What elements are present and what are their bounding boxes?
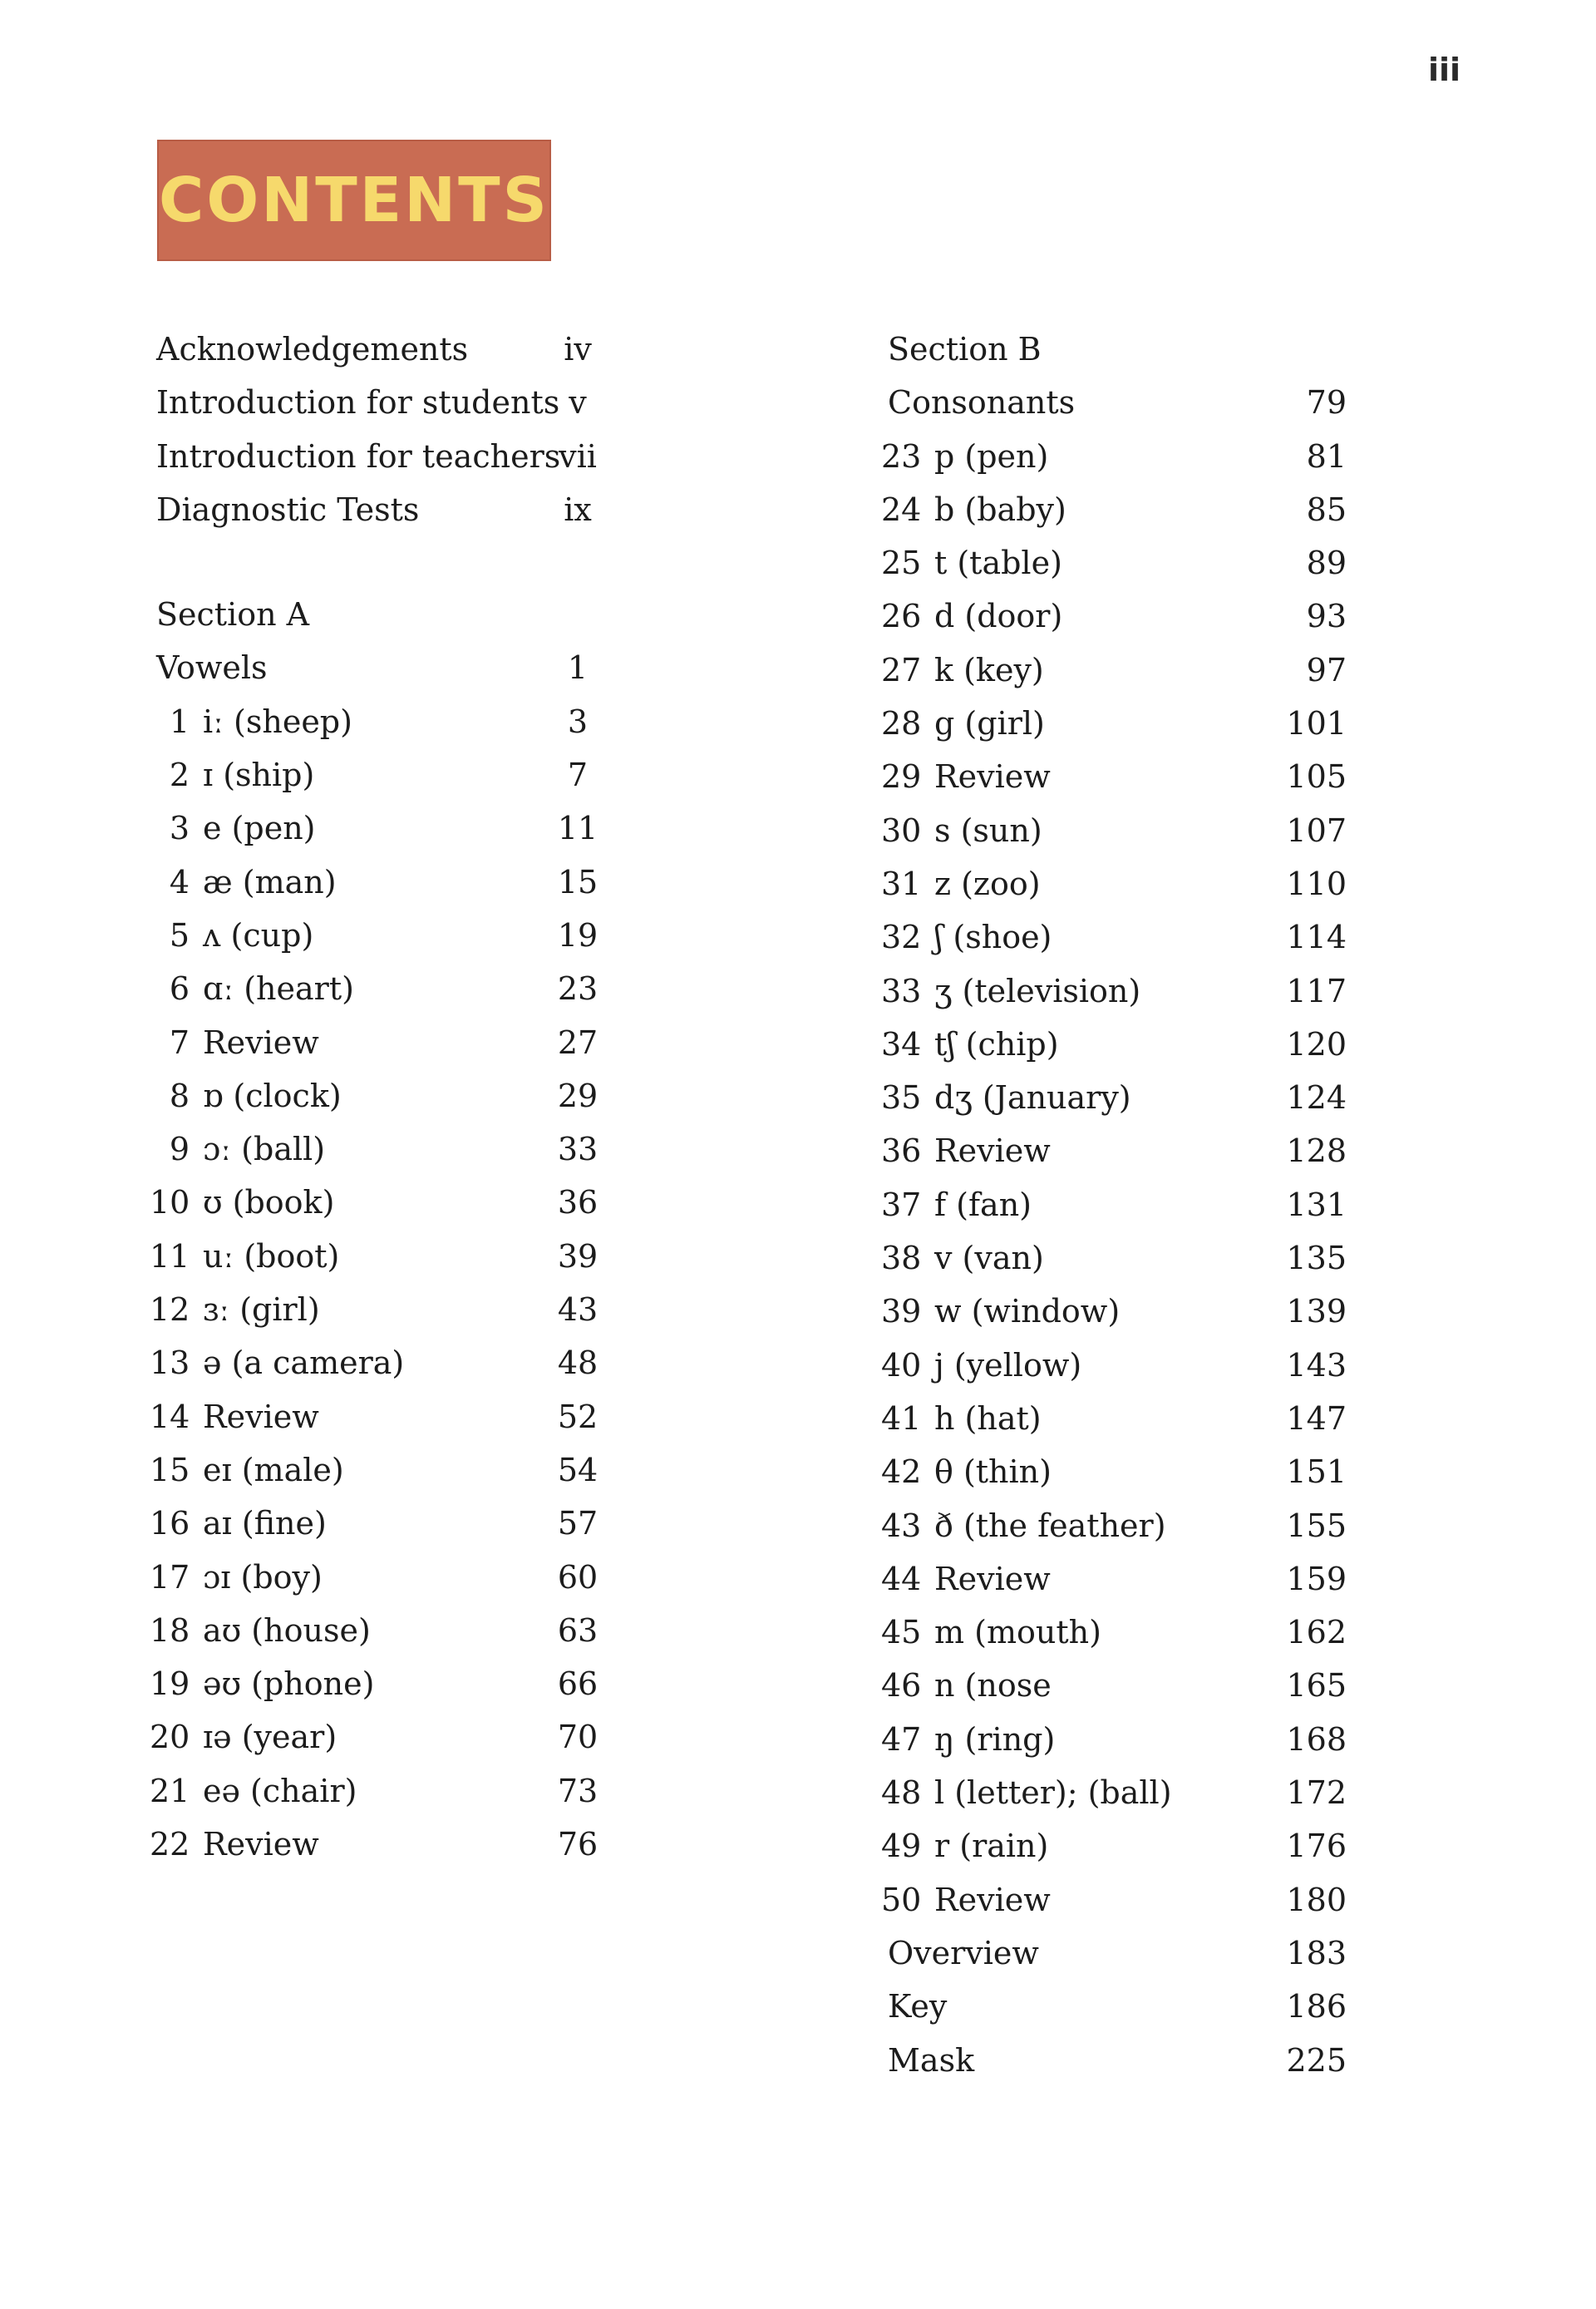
toc-entry-number: 31 bbox=[881, 865, 922, 902]
toc-entry[interactable] bbox=[881, 644, 1347, 697]
toc-entry-page: 81 bbox=[1306, 437, 1347, 475]
toc-entry-title: aɪ (fine) bbox=[203, 1505, 327, 1542]
toc-entry-title: ŋ (ring) bbox=[934, 1720, 1056, 1758]
toc-entry[interactable] bbox=[881, 483, 1347, 536]
toc-entry[interactable] bbox=[881, 857, 1347, 910]
toc-entry-title: ʊ (book) bbox=[203, 1184, 335, 1221]
toc-entry-title: Review bbox=[934, 1560, 1051, 1597]
toc-entry[interactable] bbox=[150, 376, 615, 429]
toc-entry-number: 10 bbox=[150, 1184, 190, 1221]
toc-entry[interactable] bbox=[881, 430, 1347, 483]
toc-entry-title: uː (boot) bbox=[203, 1237, 340, 1275]
toc-entry-page: 120 bbox=[1286, 1025, 1347, 1063]
toc-entry[interactable] bbox=[150, 1657, 615, 1710]
toc-entry[interactable] bbox=[150, 1176, 615, 1229]
toc-entry-page: iv bbox=[564, 331, 592, 368]
toc-entry-page: 124 bbox=[1286, 1079, 1347, 1117]
toc-entry-page: 29 bbox=[557, 1077, 598, 1114]
toc-entry-page: 97 bbox=[1306, 651, 1347, 688]
toc-entry-title: ə (a camera) bbox=[203, 1344, 405, 1382]
toc-entry-number: 11 bbox=[150, 1237, 190, 1275]
toc-entry-number: 37 bbox=[881, 1186, 922, 1223]
toc-entry[interactable] bbox=[881, 1552, 1347, 1606]
toc-entry-number: 1 bbox=[169, 703, 190, 740]
toc-entry-title: Introduction for teachers bbox=[156, 437, 561, 475]
toc-entry-page: 143 bbox=[1286, 1346, 1347, 1384]
toc-entry-page: 101 bbox=[1286, 705, 1347, 743]
toc-entry-title: Acknowledgements bbox=[156, 331, 469, 368]
toc-entry-number: 6 bbox=[169, 970, 190, 1008]
toc-entry-number: 28 bbox=[881, 705, 922, 743]
toc-entry-title: aʊ (house) bbox=[203, 1611, 371, 1649]
toc-entry[interactable] bbox=[881, 1659, 1347, 1712]
toc-entry-number: 36 bbox=[881, 1132, 922, 1170]
toc-entry-number: 26 bbox=[881, 598, 922, 635]
toc-entry[interactable] bbox=[150, 802, 615, 855]
toc-entry-number: 7 bbox=[169, 1024, 190, 1061]
toc-entry[interactable] bbox=[881, 1713, 1347, 1766]
toc-entry-page: 114 bbox=[1286, 919, 1347, 956]
toc-entry[interactable] bbox=[881, 1873, 1347, 1927]
toc-entry-number: 45 bbox=[881, 1614, 922, 1651]
toc-entry[interactable] bbox=[150, 1710, 615, 1764]
toc-entry-title: ɒ (clock) bbox=[203, 1077, 342, 1114]
toc-entry-title: iː (sheep) bbox=[203, 703, 352, 740]
toc-entry-number: 32 bbox=[881, 919, 922, 956]
toc-entry-number: 35 bbox=[881, 1079, 922, 1117]
toc-entry-number: 4 bbox=[169, 863, 190, 900]
toc-entry-page: 15 bbox=[557, 863, 598, 900]
toc-entry[interactable] bbox=[150, 1069, 615, 1122]
toc-entry-title: ʒ (television) bbox=[934, 972, 1141, 1009]
toc-entry[interactable] bbox=[881, 1178, 1347, 1231]
toc-entry-page: 151 bbox=[1286, 1453, 1347, 1491]
toc-entry[interactable] bbox=[150, 1336, 615, 1389]
toc-entry-number: 49 bbox=[881, 1828, 922, 1865]
toc-entry-page: 183 bbox=[1286, 1934, 1347, 1971]
toc-entry-page: 168 bbox=[1286, 1720, 1347, 1758]
toc-entry-page: 3 bbox=[567, 703, 589, 740]
toc-entry-page: 76 bbox=[557, 1826, 598, 1863]
toc-entry-title: g (girl) bbox=[934, 705, 1045, 743]
toc-entry[interactable] bbox=[150, 748, 615, 802]
toc-entry-title: Review bbox=[203, 1024, 319, 1061]
toc-entry-number: 41 bbox=[881, 1399, 922, 1437]
toc-entry[interactable] bbox=[881, 804, 1347, 857]
toc-entry[interactable] bbox=[881, 697, 1347, 750]
toc-entry-title: t (table) bbox=[934, 545, 1062, 582]
toc-entry-title: tʃ (chip) bbox=[934, 1025, 1059, 1063]
toc-entry-title: n (nose bbox=[934, 1667, 1052, 1705]
toc-entry[interactable] bbox=[150, 856, 615, 909]
toc-entry-page: 117 bbox=[1286, 972, 1347, 1009]
toc-entry-page: 180 bbox=[1286, 1881, 1347, 1918]
toc-entry-title: b (baby) bbox=[934, 491, 1066, 528]
toc-entry[interactable] bbox=[150, 430, 615, 483]
toc-entry-page: 63 bbox=[557, 1611, 598, 1649]
toc-entry-title: Review bbox=[934, 1132, 1051, 1170]
toc-entry-page: 7 bbox=[567, 757, 589, 794]
toc-entry-page: 23 bbox=[557, 970, 598, 1008]
toc-entry-page: 93 bbox=[1306, 598, 1347, 635]
page-number: iii bbox=[1428, 52, 1461, 88]
toc-entry-title: Consonants bbox=[888, 384, 1076, 422]
toc-entry-title: e (pen) bbox=[203, 810, 316, 847]
toc-entry[interactable] bbox=[881, 1819, 1347, 1872]
toc-entry-number: 44 bbox=[881, 1560, 922, 1597]
toc-entry-page: 105 bbox=[1286, 758, 1347, 796]
toc-entry-number: 13 bbox=[150, 1344, 190, 1382]
toc-entry-page: 33 bbox=[557, 1131, 598, 1168]
toc-entry-page: 19 bbox=[557, 916, 598, 954]
toc-entry[interactable] bbox=[150, 1016, 615, 1069]
toc-entry-page: 89 bbox=[1306, 545, 1347, 582]
toc-entry-number: 19 bbox=[150, 1665, 190, 1703]
toc-entry-number: 18 bbox=[150, 1611, 190, 1649]
toc-entry-page: 79 bbox=[1306, 384, 1347, 422]
toc-entry-number: 33 bbox=[881, 972, 922, 1009]
toc-entry-page: 11 bbox=[557, 810, 598, 847]
toc-entry-page: 1 bbox=[567, 649, 589, 687]
toc-entry-title: Review bbox=[203, 1826, 319, 1863]
toc-entry-page: 60 bbox=[557, 1558, 598, 1596]
toc-entry-number: 2 bbox=[169, 757, 190, 794]
toc-entry-number: 25 bbox=[881, 545, 922, 582]
section-a-label: Section A bbox=[156, 596, 310, 634]
toc-entry[interactable] bbox=[150, 1604, 615, 1657]
toc-entry[interactable] bbox=[881, 1124, 1347, 1177]
toc-entry[interactable] bbox=[150, 695, 615, 748]
toc-entry-page: 135 bbox=[1286, 1240, 1347, 1277]
toc-entry-title: æ (man) bbox=[203, 863, 337, 900]
toc-entry[interactable] bbox=[881, 590, 1347, 643]
toc-entry-page: 172 bbox=[1286, 1774, 1347, 1812]
toc-entry-page: 36 bbox=[557, 1184, 598, 1221]
toc-entry-number: 21 bbox=[150, 1772, 190, 1809]
toc-entry-title: Overview bbox=[888, 1934, 1039, 1971]
toc-entry[interactable] bbox=[150, 1443, 615, 1497]
contents-title: CONTENTS bbox=[159, 165, 549, 236]
toc-entry[interactable] bbox=[881, 1285, 1347, 1338]
toc-entry-title: j (yellow) bbox=[934, 1346, 1082, 1384]
toc-entry-number: 47 bbox=[881, 1720, 922, 1758]
toc-entry[interactable] bbox=[881, 1499, 1347, 1552]
toc-entry-page: 43 bbox=[557, 1291, 598, 1329]
toc-entry[interactable] bbox=[150, 483, 615, 536]
toc-entry-title: m (mouth) bbox=[934, 1614, 1101, 1651]
toc-group-consonants[interactable] bbox=[881, 376, 1347, 429]
toc-entry-page: 131 bbox=[1286, 1186, 1347, 1223]
toc-entry-page: 27 bbox=[557, 1024, 598, 1061]
toc-left-column bbox=[150, 323, 615, 1871]
toc-entry[interactable] bbox=[150, 1497, 615, 1550]
toc-entry-title: w (window) bbox=[934, 1293, 1121, 1330]
toc-entry-title: f (fan) bbox=[934, 1186, 1032, 1223]
toc-entry[interactable] bbox=[881, 2034, 1347, 2087]
toc-entry-number: 23 bbox=[881, 437, 922, 475]
front-matter-list bbox=[150, 323, 615, 536]
toc-entry-page: 147 bbox=[1286, 1399, 1347, 1437]
toc-entry-number: 43 bbox=[881, 1507, 922, 1544]
toc-entry-page: 155 bbox=[1286, 1507, 1347, 1544]
toc-entry-number: 22 bbox=[150, 1826, 190, 1863]
toc-entry-number: 9 bbox=[169, 1131, 190, 1168]
toc-entry-title: ʃ (shoe) bbox=[934, 919, 1052, 956]
toc-entry-title: ɜː (girl) bbox=[203, 1291, 320, 1329]
toc-entry-title: eə (chair) bbox=[203, 1772, 357, 1809]
section-b-units bbox=[881, 430, 1347, 1927]
toc-entry-number: 38 bbox=[881, 1240, 922, 1277]
toc-entry-page: 39 bbox=[557, 1237, 598, 1275]
toc-entry[interactable] bbox=[881, 965, 1347, 1018]
toc-entry-page: 110 bbox=[1286, 865, 1347, 902]
toc-entry[interactable] bbox=[150, 1764, 615, 1818]
toc-entry-title: ɔː (ball) bbox=[203, 1131, 326, 1168]
toc-entry-page: 57 bbox=[557, 1505, 598, 1542]
toc-entry-title: Mask bbox=[888, 2041, 975, 2079]
toc-entry-number: 27 bbox=[881, 651, 922, 688]
toc-entry-page: 73 bbox=[557, 1772, 598, 1809]
toc-entry-title: ɑː (heart) bbox=[203, 970, 354, 1008]
toc-entry-title: Diagnostic Tests bbox=[156, 491, 420, 528]
toc-entry[interactable] bbox=[881, 1980, 1347, 2033]
toc-entry[interactable] bbox=[150, 1390, 615, 1443]
toc-entry-number: 14 bbox=[150, 1398, 190, 1435]
toc-entry[interactable] bbox=[881, 1018, 1347, 1071]
toc-entry[interactable] bbox=[881, 1231, 1347, 1285]
toc-entry[interactable] bbox=[150, 909, 615, 962]
toc-entry-title: dʒ (January) bbox=[934, 1079, 1131, 1117]
toc-entry-number: 24 bbox=[881, 491, 922, 528]
toc-entry-number: 46 bbox=[881, 1667, 922, 1705]
toc-entry-title: ɪə (year) bbox=[203, 1719, 337, 1756]
toc-entry-page: ix bbox=[564, 491, 592, 528]
toc-entry[interactable] bbox=[150, 1122, 615, 1176]
toc-entry-page: 52 bbox=[557, 1398, 598, 1435]
toc-entry-number: 48 bbox=[881, 1774, 922, 1812]
toc-entry[interactable] bbox=[881, 1766, 1347, 1819]
toc-entry-number: 16 bbox=[150, 1505, 190, 1542]
toc-entry[interactable] bbox=[881, 1927, 1347, 1980]
toc-entry-page: vii bbox=[559, 437, 597, 475]
contents-banner bbox=[157, 140, 551, 261]
toc-entry-title: v (van) bbox=[934, 1240, 1044, 1277]
spacer bbox=[150, 536, 615, 588]
toc-entry-title: Review bbox=[203, 1398, 319, 1435]
toc-entry-page: 85 bbox=[1306, 491, 1347, 528]
toc-entry-title: əʊ (phone) bbox=[203, 1665, 375, 1703]
toc-entry[interactable] bbox=[881, 536, 1347, 590]
toc-entry-number: 30 bbox=[881, 812, 922, 849]
toc-entry-page: 176 bbox=[1286, 1828, 1347, 1865]
toc-entry-title: Key bbox=[888, 1988, 948, 2025]
section-b-label: Section B bbox=[888, 331, 1042, 368]
toc-entry[interactable] bbox=[881, 1339, 1347, 1392]
toc-entry-number: 8 bbox=[169, 1077, 190, 1114]
toc-entry-number: 15 bbox=[150, 1451, 190, 1488]
toc-entry-title: Vowels bbox=[156, 649, 268, 687]
toc-right-column bbox=[881, 323, 1347, 2087]
toc-entry-title: eɪ (male) bbox=[203, 1451, 344, 1488]
toc-entry-number: 34 bbox=[881, 1025, 922, 1063]
toc-group-vowels[interactable] bbox=[150, 641, 615, 694]
toc-entry-number: 12 bbox=[150, 1291, 190, 1329]
toc-entry-title: ʌ (cup) bbox=[203, 916, 314, 954]
toc-entry-number: 20 bbox=[150, 1719, 190, 1756]
toc-entry[interactable] bbox=[150, 323, 615, 376]
toc-entry-page: v bbox=[569, 384, 587, 422]
toc-entry-number: 29 bbox=[881, 758, 922, 796]
toc-entry-page: 139 bbox=[1286, 1293, 1347, 1330]
toc-entry-number: 42 bbox=[881, 1453, 922, 1491]
toc-entry-page: 186 bbox=[1286, 1988, 1347, 2025]
back-matter-list bbox=[881, 1927, 1347, 2087]
toc-entry-title: r (rain) bbox=[934, 1828, 1049, 1865]
toc-entry-page: 128 bbox=[1286, 1132, 1347, 1170]
section-a-units bbox=[150, 695, 615, 1872]
toc-entry[interactable] bbox=[150, 1230, 615, 1283]
toc-entry-title: θ (thin) bbox=[934, 1453, 1052, 1491]
toc-entry-title: ɔɪ (boy) bbox=[203, 1558, 323, 1596]
toc-entry-number: 17 bbox=[150, 1558, 190, 1596]
toc-entry[interactable] bbox=[881, 1392, 1347, 1445]
toc-entry-title: Review bbox=[934, 758, 1051, 796]
toc-entry-page: 66 bbox=[557, 1665, 598, 1703]
toc-entry-number: 5 bbox=[169, 916, 190, 954]
toc-entry[interactable] bbox=[881, 1445, 1347, 1498]
toc-entry[interactable] bbox=[881, 910, 1347, 964]
toc-entry[interactable] bbox=[150, 1551, 615, 1604]
toc-entry-page: 70 bbox=[557, 1719, 598, 1756]
toc-entry-title: k (key) bbox=[934, 651, 1044, 688]
toc-entry-title: d (door) bbox=[934, 598, 1063, 635]
toc-entry-title: ɪ (ship) bbox=[203, 757, 315, 794]
toc-entry-page: 225 bbox=[1286, 2041, 1347, 2079]
toc-entry-title: s (sun) bbox=[934, 812, 1042, 849]
toc-entry-title: Review bbox=[934, 1881, 1051, 1918]
toc-entry-title: h (hat) bbox=[934, 1399, 1042, 1437]
toc-entry[interactable] bbox=[150, 1818, 615, 1871]
toc-entry[interactable] bbox=[881, 750, 1347, 803]
toc-entry[interactable] bbox=[881, 1606, 1347, 1659]
toc-entry-page: 162 bbox=[1286, 1614, 1347, 1651]
toc-entry-title: z (zoo) bbox=[934, 865, 1041, 902]
toc-entry-number: 3 bbox=[169, 810, 190, 847]
toc-entry-page: 159 bbox=[1286, 1560, 1347, 1597]
toc-entry-page: 54 bbox=[557, 1451, 598, 1488]
toc-entry-page: 107 bbox=[1286, 812, 1347, 849]
toc-entry-title: ð (the feather) bbox=[934, 1507, 1166, 1544]
toc-entry[interactable] bbox=[881, 1071, 1347, 1124]
toc-entry[interactable] bbox=[150, 962, 615, 1015]
toc-entry-title: Introduction for students bbox=[156, 384, 560, 422]
toc-entry-number: 40 bbox=[881, 1346, 922, 1384]
toc-entry-page: 165 bbox=[1286, 1667, 1347, 1705]
toc-entry-title: p (pen) bbox=[934, 437, 1049, 475]
toc-entry-number: 39 bbox=[881, 1293, 922, 1330]
toc-entry[interactable] bbox=[150, 1283, 615, 1336]
toc-entry-title: l (letter); (ball) bbox=[934, 1774, 1172, 1812]
toc-entry-page: 48 bbox=[557, 1344, 598, 1382]
toc-entry-number: 50 bbox=[881, 1881, 922, 1918]
